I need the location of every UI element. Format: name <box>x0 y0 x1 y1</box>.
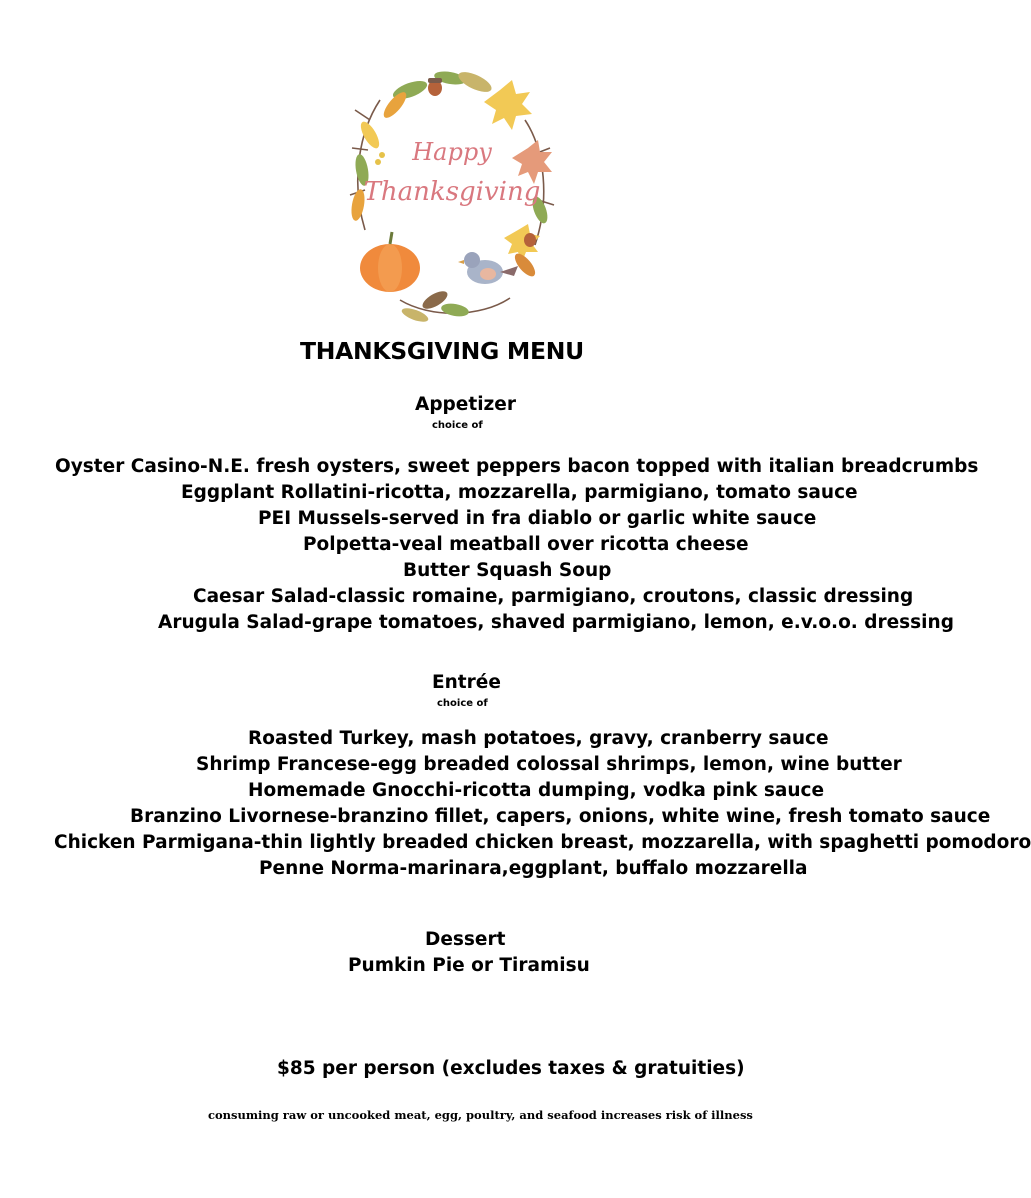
entree-item: Homemade Gnocchi-ricotta dumping, vodka pink sauce <box>248 780 825 801</box>
bird-illustration <box>458 252 518 284</box>
appetizer-item: Butter Squash Soup <box>403 560 612 581</box>
happy-script-text: Happy <box>412 138 492 166</box>
entree-heading: Entrée <box>432 672 501 693</box>
pumpkin-illustration <box>360 232 420 292</box>
entree-item: Chicken Parmigana-thin lightly breaded chicken breast, mozzarella, with spaghetti pomodoro <box>54 832 1031 853</box>
appetizer-heading: Appetizer <box>415 394 516 415</box>
entree-item: Penne Norma-marinara,eggplant, buffalo mozzarella <box>259 858 808 879</box>
appetizer-item: Oyster Casino-N.E. fresh oysters, sweet peppers bacon topped with italian breadcrumbs <box>55 456 979 477</box>
dessert-item: Pumkin Pie or Tiramisu <box>348 955 590 976</box>
appetizer-item: Caesar Salad-classic romaine, parmigiano, croutons, classic dressing <box>193 586 914 607</box>
appetizer-item: Polpetta-veal meatball over ricotta cheese <box>303 534 749 555</box>
health-disclaimer: consuming raw or uncooked meat, egg, poultry, and seafood increases risk of illness <box>208 1108 753 1122</box>
appetizer-item: Arugula Salad-grape tomatoes, shaved parmigiano, lemon, e.v.o.o. dressing <box>158 612 954 633</box>
entree-subheading: choice of <box>437 698 488 709</box>
entree-item: Roasted Turkey, mash potatoes, gravy, cranberry sauce <box>248 728 829 749</box>
entree-item: Branzino Livornese-branzino fillet, capers, onions, white wine, fresh tomato sauce <box>130 806 991 827</box>
appetizer-item: PEI Mussels-served in fra diablo or garlic white sauce <box>258 508 817 529</box>
entree-item: Shrimp Francese-egg breaded colossal shrimps, lemon, wine butter <box>196 754 902 775</box>
dessert-heading: Dessert <box>425 929 506 950</box>
thanksgiving-wreath-illustration <box>340 60 565 330</box>
appetizer-item: Eggplant Rollatini-ricotta, mozzarella, parmigiano, tomato sauce <box>181 482 858 503</box>
menu-title: THANKSGIVING MENU <box>300 337 584 365</box>
appetizer-subheading: choice of <box>432 420 483 431</box>
price-text: $85 per person (excludes taxes & gratuities) <box>277 1058 745 1079</box>
thanksgiving-script-text: Thanksgiving <box>363 177 541 207</box>
